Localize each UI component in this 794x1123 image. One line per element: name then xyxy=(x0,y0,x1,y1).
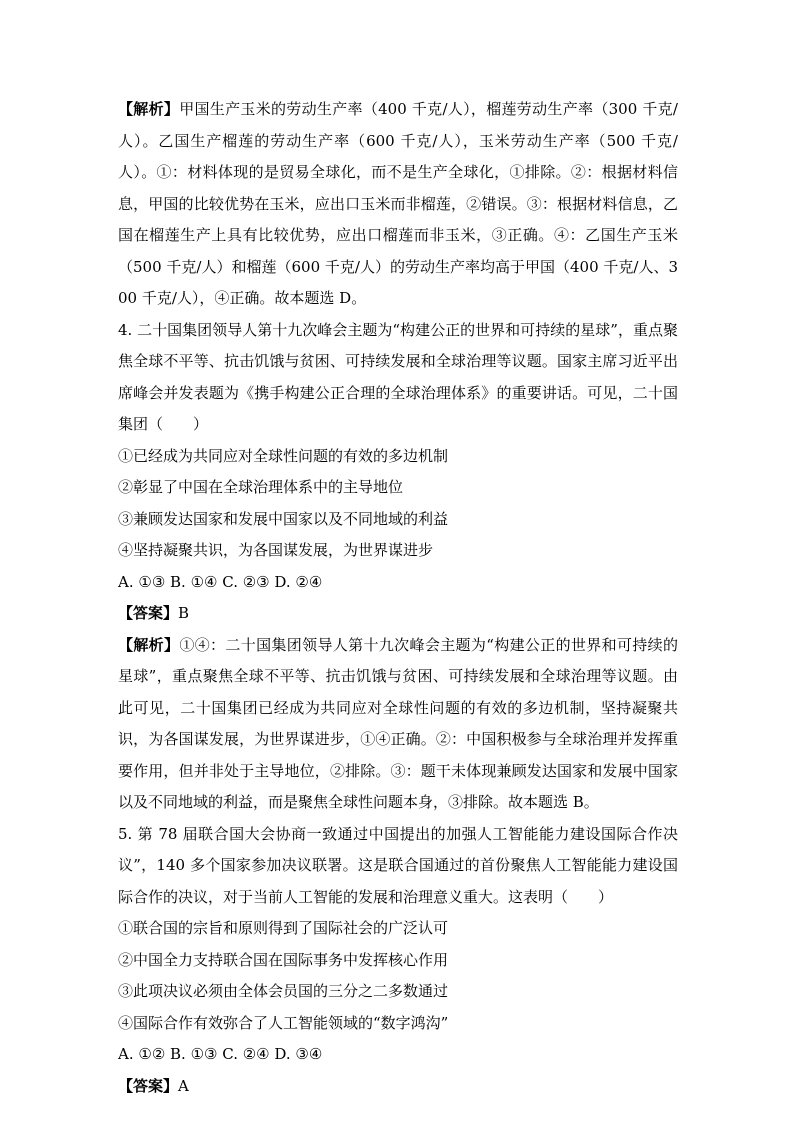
answer-choices: A. ①③ B. ①④ C. ②③ D. ②④ xyxy=(118,572,323,591)
option-3: ③此项决议必须由全体会员国的三分之二多数通过 xyxy=(118,982,449,1000)
option-4: ④国际合作有效弥合了人工智能领域的“数字鸿沟” xyxy=(118,1013,449,1032)
analysis-label: 【解析】 xyxy=(118,635,180,654)
answer-label: 【答案】 xyxy=(118,1076,179,1095)
analysis-text: 甲国生产玉米的劳动生产率（400 千克/人），榴莲劳动生产率（300 千克/人）。乙国生产榴莲的劳动生产率（600 千克/人），玉米劳动生产率（500 千克/人）。①：材料体现的是贸易全球化，而不是生产全球化，①排除。②：根据材料信息，甲国的比较优势在玉米，应出口玉米而非榴莲，②错误。③：根据材料信息，乙国在榴莲生产上具有比较优势，应出口榴莲而非玉米，③正确。④：乙国生产玉米（500 千克/人）和榴莲（600 千克/人）的劳动生产率均高于甲国（400 千克/人、300 千克/人），④正确。故本题选 D。 xyxy=(118,100,678,307)
q4-analysis xyxy=(118,630,678,819)
answer-value: A xyxy=(178,1076,189,1095)
answer-label: 【答案】 xyxy=(118,604,179,622)
option-3: ③兼顾发达国家和发展中国家以及不同地域的利益 xyxy=(118,509,449,528)
q3-analysis xyxy=(118,94,678,315)
document-page xyxy=(118,94,678,1102)
answer-choices: A. ①② B. ①③ C. ②④ D. ③④ xyxy=(118,1045,323,1063)
answer xyxy=(118,598,678,630)
question-stem: 4. 二十国集团领导人第十九次峰会主题为“构建公正的世界和可持续的星球”，重点聚焦全球不平等、抗击饥饿与贫困、可持续发展和全球治理等议题。国家主席习近平出席峰会并发表题为《携手构建公正合理的全球治理体系》的重要讲话。可见，二十国集团（ ） xyxy=(118,320,678,433)
question-4 xyxy=(118,315,678,819)
question-stem: 5. 第 78 届联合国大会协商一致通过中国提出的加强人工智能能力建设国际合作决议”，140 多个国家参加决议联署。这是联合国通过的首份聚焦人工智能能力建设国际合作的决议，对于当前人工智能的发展和治理意义重大。这表明（ ） xyxy=(118,824,678,906)
answer xyxy=(118,1071,678,1103)
question-5 xyxy=(118,819,678,1103)
analysis-label: 【解析】 xyxy=(118,100,180,118)
option-2: ②中国全力支持联合国在国际事务中发挥核心作用 xyxy=(118,950,449,969)
answer-value: B xyxy=(178,604,190,622)
option-2: ②彰显了中国在全球治理体系中的主导地位 xyxy=(118,478,404,496)
option-1: ①联合国的宗旨和原则得到了国际社会的广泛认可 xyxy=(118,919,449,937)
option-4: ④坚持凝聚共识，为各国谋发展，为世界谋进步 xyxy=(118,541,434,559)
option-1: ①已经成为共同应对全球性问题的有效的多边机制 xyxy=(118,446,449,465)
analysis-text: ①④：二十国集团领导人第十九次峰会主题为“构建公正的世界和可持续的星球”，重点聚焦全球不平等、抗击饥饿与贫困、可持续发展和全球治理等议题。由此可见，二十国集团已经成为共同应对全球性问题的有效的多边机制，坚持凝聚共识，为各国谋发展，为世界谋进步，①④正确。②：中国积极参与全球治理并发挥重要作用，但并非处于主导地位，②排除。③：题干未体现兼顾发达国家和发展中国家以及不同地域的利益，而是聚焦全球性问题本身，③排除。故本题选 B。 xyxy=(118,635,678,811)
